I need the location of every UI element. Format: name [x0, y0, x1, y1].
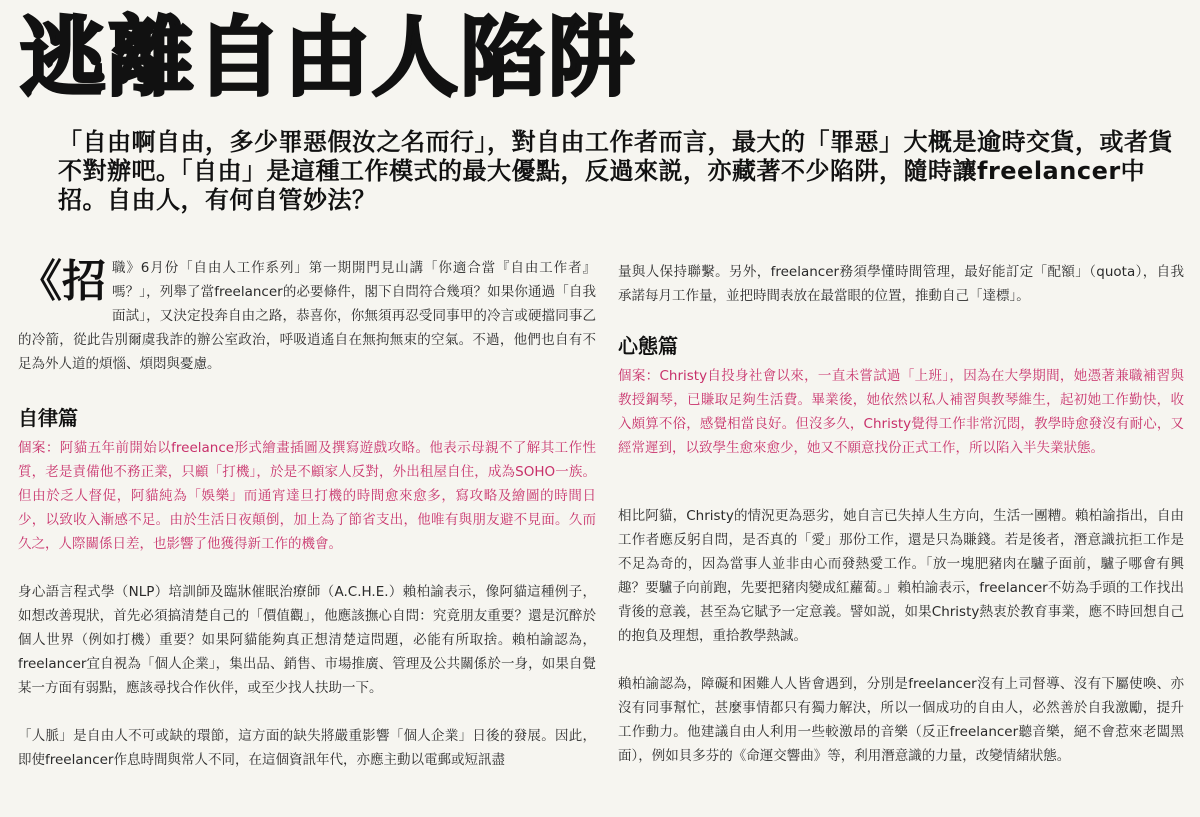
- case-discipline: 個案：阿貓五年前開始以freelance形式繪畫插圖及撰寫遊戲攻略。他表示母親不了解其工作性質，老是責備他不務正業，只顧「打機」，於是不顧家人反對，外出租屋自住，成為SOHO一族。但由於乏人督促，阿貓純為「娛樂」而通宵達旦打機的時間愈來愈多，寫攻略及繪圖的時間日少，以致收入漸感不足。由於生活日夜顛倒，加上為了節省支出，他唯有與朋友避不見面。久而久之，人際關係日差，也影響了他獲得新工作的機會。: [18, 440, 596, 552]
- mindset-paragraph-2: 賴柏諭認為，障礙和困難人人皆會遇到，分別是freelancer沒有上司督導、沒有下屬使喚、亦沒有同事幫忙，甚麼事情都只有獨力解決，所以一個成功的自由人，必然善於自我激勵，提升工作動力。他建議自由人利用一些較激昂的音樂（反正freelancer聽音樂，絕不會惹來老闆黑面），例如貝多芬的《命運交響曲》等，利用潛意識的力量，改變情緒狀態。: [618, 676, 1184, 764]
- discipline-paragraph-1: 身心語言程式學（NLP）培訓師及臨牀催眠治療師（A.C.H.E.）賴柏諭表示，像阿貓這種例子，如想改善現狀，首先必須搞清楚自己的「價值觀」，他應該撫心自問：究竟朋友重要？還是沉醉於個人世界（例如打機）重要？如果阿貓能夠真正想清楚這問題，必能有所取捨。賴柏諭認為，freelancer宜自視為「個人企業」，集出品、銷售、市場推廣、管理及公共關係於一身，如果自覺某一方面有弱點，應該尋找合作伙伴，或至少找人扶助一下。: [18, 584, 596, 696]
- mindset-paragraph-1: 相比阿貓，Christy的情況更為惡劣，她自言已失掉人生方向，生活一團糟。賴柏諭指出，自由工作者應反躬自問，是否真的「愛」那份工作，還是只為賺錢。若是後者，潛意識抗拒工作是不足為奇的，因為當事人並非由心而發熱愛工作。「放一塊肥豬肉在驢子面前，驢子哪會有興趣？要驢子向前跑，先要把豬肉變成紅蘿蔔。」賴柏諭表示，freelancer不妨為手頭的工作找出背後的意義，甚至為它賦予一定意義。譬如説，如果Christy熱衷於教育事業，應不時回想自己的抱負及理想，重拾教學熱誠。: [618, 508, 1184, 644]
- intro-paragraph: [18, 256, 596, 376]
- right-column: [618, 260, 1184, 768]
- case-mindset: 個案：Christy自投身社會以來，一直未嘗試過「上班」，因為在大學期間，她憑著兼職補習與教授鋼琴，已賺取足夠生活費。畢業後，她依然以私人補習與教琴維生，起初她工作勤快，收入頗算不俗，感覺相當良好。但沒多久，Christy覺得工作非常沉悶，教學時愈發沒有耐心，又經常遲到，以致學生愈來愈少，她又不願意找份正式工作，所以陷入半失業狀態。: [618, 368, 1184, 456]
- deck-intro: 「自由啊自由，多少罪惡假汝之名而行」，對自由工作者而言，最大的「罪惡」大概是逾時交貨，或者貨不對辦吧。「自由」是這種工作模式的最大優點，反過來説，亦藏著不少陷阱，隨時讓freelancer中招。自由人，有何自管妙法？: [58, 128, 1173, 214]
- discipline-paragraph-2: 「人脈」是自由人不可或缺的環節，這方面的缺失將嚴重影響「個人企業」日後的發展。因此，即使freelancer作息時間與常人不同，在這個資訊年代，亦應主動以電郵或短訊盡: [18, 728, 596, 768]
- section-title-discipline: 自律篇: [18, 406, 78, 430]
- dropcap: 《招: [18, 256, 106, 307]
- section-title-mindset: 心態篇: [618, 334, 678, 358]
- left-column: [18, 256, 596, 772]
- headline: 逃離自由人陷阱: [20, 8, 636, 108]
- intro-text: 職》6月份「自由人工作系列」第一期開門見山講「你適合當『自由工作者』嗎？」，列舉了當freelancer的必要條件，閣下自問符合幾項？如果你通過「自我面試」，又決定投奔自由之路，恭喜你，你無須再忍受同事甲的冷言或硬擋同事乙的冷箭，從此告別爾虞我詐的辦公室政治，呼吸逍遙自在無拘無束的空氣。不過，他們也自有不足為外人道的煩惱、煩悶與憂慮。: [18, 260, 596, 372]
- right-continuation-paragraph: 量與人保持聯繫。另外，freelancer務須學懂時間管理，最好能訂定「配額」（quota），自我承諾每月工作量，並把時間表放在最當眼的位置，推動自己「達標」。: [618, 264, 1184, 304]
